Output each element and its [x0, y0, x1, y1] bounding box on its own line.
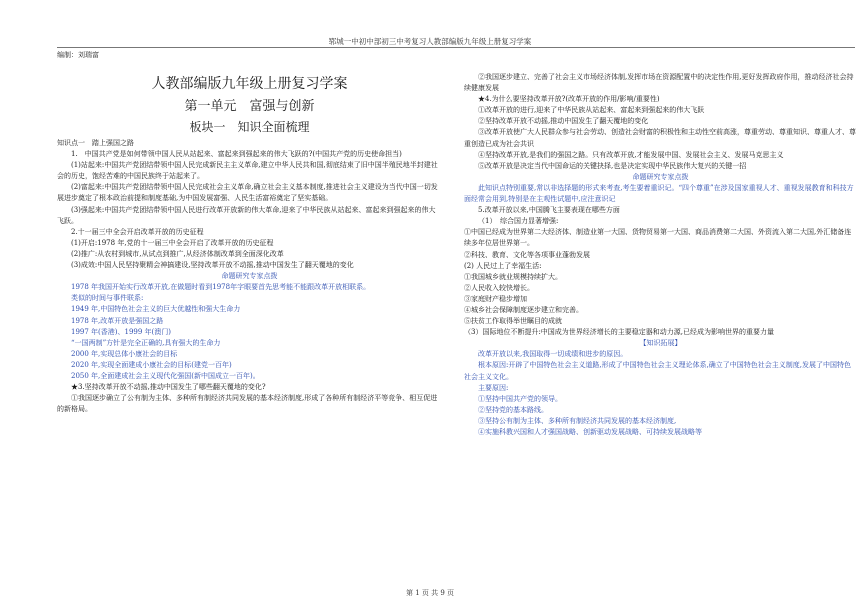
- right-paragraph: ★4.为什么要坚持改革开放?(改革开放的作用/影响/重要性): [478, 95, 660, 104]
- left-paragraph: 1978 年我国开始实行改革开放,在做题时看到1978年字眼要首先思考能不能跟改革开放相联系。: [71, 283, 371, 292]
- left-paragraph: 命题研究专家点拨: [221, 272, 278, 281]
- left-paragraph: 2000 年,实现总体小康社会的目标: [71, 349, 178, 358]
- right-paragraph: ④城乡社会保障制度逐步建立和完善。: [464, 305, 583, 314]
- right-paragraph: ⑤扶贫工作取得举世瞩目的成就: [464, 317, 562, 326]
- right-paragraph: 此知识点特别重要,常以非选择题的形式来考查,考生要着重识记。“四个尊重”在涉及国家重视人才、重视发展教育和科技方面经常会用到,特别是在主观性试题中,应注意识记: [464, 183, 854, 204]
- page-footer: 第 1 页 共 9 页: [405, 589, 455, 597]
- right-paragraph: (2) 人民过上了幸福生活:: [464, 261, 542, 270]
- left-paragraph: 类似的时间与事件联系:: [71, 294, 144, 303]
- right-paragraph: ③家庭财产稳步增加: [464, 294, 527, 303]
- left-paragraph: (2)富起来:中国共产党团结带领中国人民完成社会主义革命,确立社会主义基本制度,推进社会主义建设为当代中国一切发展进步奠定了根本政治前提和制度基础,为中国发展富强、人民生活富裕奠定了坚实基础。: [57, 183, 438, 203]
- page-header: 郓城一中初中部初三中考复习人教部编版九年级上册复习学案: [328, 37, 532, 46]
- right-paragraph: ②人民收入较快增长。: [464, 283, 534, 292]
- left-paragraph: 1949 年,中国特色社会主义的巨大优越性和强大生命力: [71, 305, 241, 314]
- right-paragraph: ②科技、教育、文化等各项事业蓬勃发展: [464, 250, 590, 259]
- right-paragraph: 主要原因:: [478, 383, 509, 392]
- right-paragraph: ④实施科教兴国和人才强国战略、创新驱动发展战略、可持续发展战略等: [478, 428, 702, 436]
- right-paragraph: ①我国城乡就业规模持续扩大。: [464, 272, 562, 281]
- left-paragraph: (3)成效:中国人民坚持聚精会神搞建设,坚持改革开放不动摇,推动中国发生了翻天覆地的变化: [71, 261, 354, 270]
- left-paragraph: (1)开启:1978 年,党的十一届三中全会开启了改革开放的历史征程: [71, 238, 274, 247]
- right-paragraph: ①中国已经成为世界第二大经济体、制造业第一大国、货物贸易第一大国、商品消费第二大国、外资流入第二大国,外汇储备连续多年位居世界第一。: [464, 228, 852, 248]
- left-column: [57, 72, 442, 415]
- right-paragraph: （3）国际地位不断提升:中国成为世界经济增长的主要稳定器和动力源,已经成为影响世界的重要力量: [464, 328, 775, 337]
- left-paragraph: 板块一 知识全面梳理: [189, 120, 310, 134]
- right-paragraph: 根本原因:开辟了中国特色社会主义道路,形成了中国特色社会主义理论体系,确立了中国特色社会主义制度,发展了中国特色社会主义文化。: [464, 361, 852, 381]
- right-paragraph: 命题研究专家点拨: [632, 172, 689, 181]
- left-paragraph: (1)站起来:中国共产党团结带领中国人民完成新民主主义革命,建立中华人民共和国,彻底结束了旧中国半殖民地半封建社会的历史，饱经苦难的中国民族终于站起来了。: [57, 161, 438, 181]
- left-paragraph: 1978 年,改革开放是强国之路: [71, 316, 164, 325]
- author-line: 编制：刘瑞富: [57, 51, 99, 59]
- left-paragraph: ★3.坚持改革开放不动摇,推动中国发生了哪些翻天覆地的变化?: [71, 383, 266, 392]
- right-paragraph: 5.改革开放以来,中国腾飞主要表现在哪些方面: [478, 206, 620, 215]
- right-paragraph: ④坚持改革开放,是我们的强国之路。只有改革开放,才能发展中国、发展社会主义、发展马克思主义: [478, 150, 784, 159]
- left-paragraph: (2)推广:从农村到城市,从试点到推广,从经济体制改革到全面深化改革: [71, 249, 284, 258]
- right-paragraph: ③坚持公有制为主体、多种所有制经济共同发展的基本经济制度,: [478, 416, 677, 425]
- header-divider: [57, 47, 855, 48]
- left-paragraph: 2050 年,全面建成社会主义现代化强国(新中国成立一百年)。: [71, 371, 260, 380]
- right-paragraph: 【知识拓展】: [639, 339, 682, 348]
- right-column: [464, 72, 857, 438]
- left-paragraph: 1. 中国共产党是如何带领中国人民从站起来、富起来到强起来的伟大飞跃的?(中国共产党的历史使命担当): [71, 150, 402, 159]
- right-paragraph: ⑤改革开放是决定当代中国命运的关键抉择,也是决定实现中华民族伟大复兴的关键一招: [478, 161, 747, 170]
- right-paragraph: ②我国逐步建立、完善了社会主义市场经济体制,发挥市场在资源配置中的决定性作用,更好发挥政府作用，推动经济社会持续健康发展: [464, 73, 854, 93]
- left-paragraph: 2.十一届三中全会开启改革开放的历史征程: [71, 227, 204, 236]
- left-paragraph: 2020 年,实现全面建成小康社会的目标(建党一百年): [71, 360, 232, 369]
- right-paragraph: ①改革开放的进行,迎来了中华民族从站起来、富起来到强起来的伟大飞跃: [478, 106, 705, 115]
- left-paragraph: 知识点一 踏上强国之路: [57, 139, 134, 147]
- right-paragraph: ①坚持中国共产党的领导。: [478, 394, 562, 403]
- right-paragraph: ③改革开放使广大人民群众参与社会劳动、创造社会财富的积极性和主动性空前高涨，尊重劳动、尊重知识、尊重人才、尊重创造已成为社会共识: [464, 128, 856, 148]
- right-paragraph: 改革开放以来,我国取得一切成绩和进步的原因。: [478, 350, 628, 359]
- left-paragraph: 1997 年(香港)、1999 年(澳门): [71, 327, 172, 336]
- left-paragraph: (3)强起来:中国共产党团结带领中国人民进行改革开放新的伟大革命,迎来了中华民族从站起来、富起来到强起来的伟大飞跃。: [57, 205, 436, 225]
- left-paragraph: ①我国逐步确立了公有制为主体、多种所有制经济共同发展的基本经济制度,形成了各种所有制经济平等竞争、相互促进的新格局。: [57, 394, 438, 414]
- left-paragraph: “一国两制”方针是完全正确的,具有强大的生命力: [71, 338, 221, 347]
- right-paragraph: ②坚持改革开放不动摇,推动中国发生了翻天覆地的变化: [478, 117, 649, 126]
- left-paragraph: 第一单元 富强与创新: [184, 99, 315, 114]
- right-paragraph: ②坚持党的基本路线。: [478, 405, 548, 414]
- right-paragraph: （1） 综合国力显著增强:: [478, 217, 559, 226]
- left-paragraph: 人教部编版九年级上册复习学案: [151, 76, 348, 92]
